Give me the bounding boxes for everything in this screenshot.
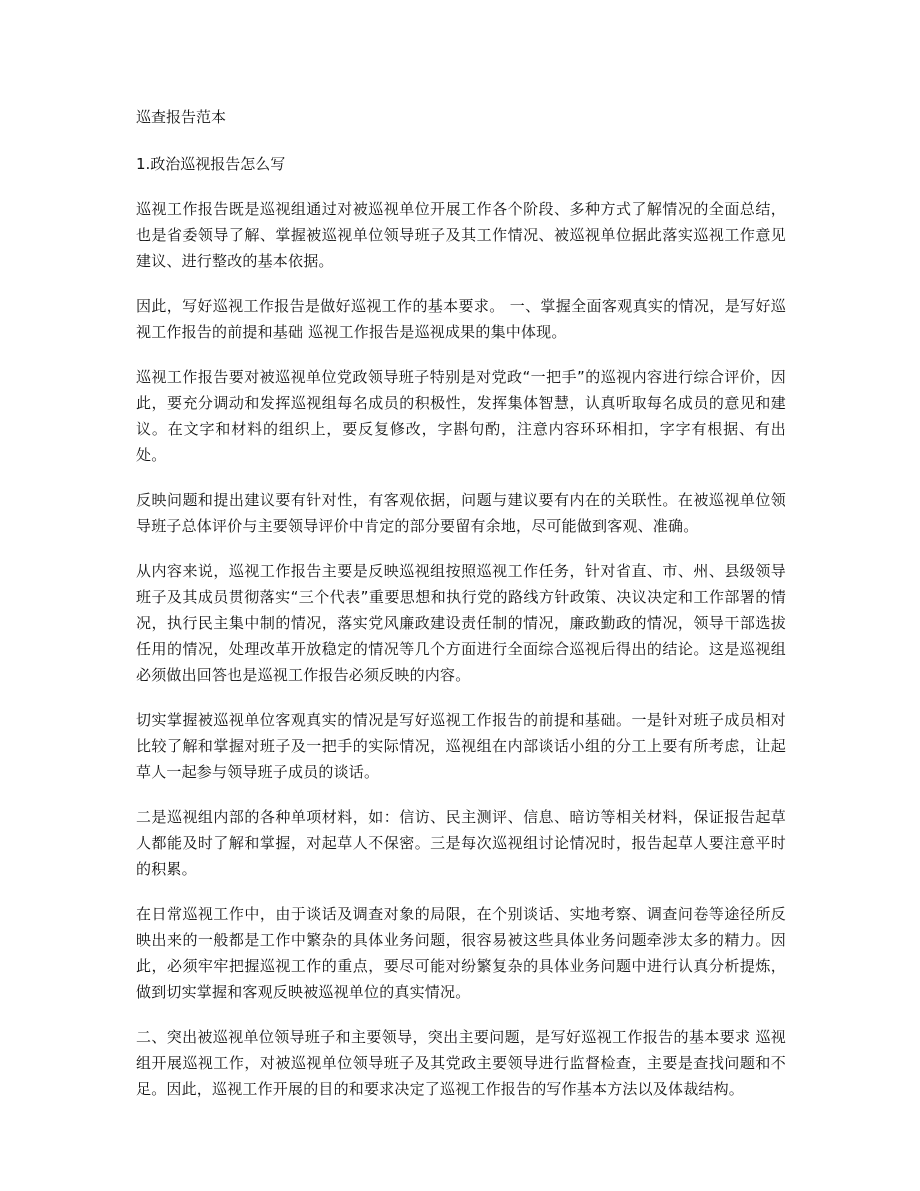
paragraph-2: 因此，写好巡视工作报告是做好巡视工作的基本要求。 一、掌握全面客观真实的情况，是写好巡视工作报告的前提和基础 巡视工作报告是巡视成果的集中体现。 — [136, 297, 786, 341]
document-title: 巡查报告范本 — [136, 108, 227, 126]
paragraph-3: 巡视工作报告要对被巡视单位党政领导班子特别是对党政“一把手”的巡视内容进行综合评价，因此，要充分调动和发挥巡视组每名成员的积极性，发挥集体智慧，认真听取每名成员的意见和建议。在文字和材料的组织上，要反复修改，字斟句酌，注意内容环环相扣，字字有根据、有出处。 — [136, 368, 786, 464]
paragraph-1: 巡视工作报告既是巡视组通过对被巡视单位开展工作各个阶段、多种方式了解情况的全面总结，也是省委领导了解、掌握被巡视单位领导班子及其工作情况、被巡视单位据此落实巡视工作意见建议、进行整改的基本依据。 — [136, 200, 786, 270]
paragraph-7: 二是巡视组内部的各种单项材料，如：信访、民主测评、信息、暗访等相关材料，保证报告起草人都能及时了解和掌握，对起草人不保密。三是每次巡视组讨论情况时，报告起草人要注意平时的积累。 — [136, 808, 786, 878]
paragraph-6: 切实掌握被巡视单位客观真实的情况是写好巡视工作报告的前提和基础。一是针对班子成员相对比较了解和掌握对班子及一把手的实际情况，巡视组在内部谈话小组的分工上要有所考虑，让起草人一起参与领导班子成员的谈话。 — [136, 711, 786, 781]
paragraph-4: 反映问题和提出建议要有针对性，有客观依据，问题与建议要有内在的关联性。在被巡视单位领导班子总体评价与主要领导评价中肯定的部分要留有余地，尽可能做到客观、准确。 — [136, 491, 786, 535]
document-body — [136, 104, 786, 1102]
paragraph-9: 二、突出被巡视单位领导班子和主要领导，突出主要问题，是写好巡视工作报告的基本要求 巡视组开展巡视工作，对被巡视单位领导班子及其党政主要领导进行监督检查，主要是查找问题和不足。因此，巡视工作开展的目的和要求决定了巡视工作报告的写作基本方法以及体裁结构。 — [136, 1028, 786, 1098]
paragraph-8: 在日常巡视工作中，由于谈话及调查对象的局限，在个别谈话、实地考察、调查问卷等途径所反映出来的一般都是工作中繁杂的具体业务问题，很容易被这些具体业务问题牵涉太多的精力。因此，必须牢牢把握巡视工作的重点，要尽可能对纷繁复杂的具体业务问题中进行认真分析提炼，做到切实掌握和客观反映被巡视单位的真实情况。 — [136, 905, 786, 1001]
paragraph-5: 从内容来说，巡视工作报告主要是反映巡视组按照巡视工作任务，针对省直、市、州、县级领导班子及其成员贯彻落实“三个代表”重要思想和执行党的路线方针政策、决议决定和工作部署的情况，执行民主集中制的情况，落实党风廉政建设责任制的情况，廉政勤政的情况，领导干部选拔任用的情况，处理改革开放稳定的情况等几个方面进行全面综合巡视后得出的结论。这是巡视组必须做出回答也是巡视工作报告必须反映的内容。 — [136, 562, 786, 684]
section-heading: 1.政治巡视报告怎么写 — [136, 155, 286, 173]
